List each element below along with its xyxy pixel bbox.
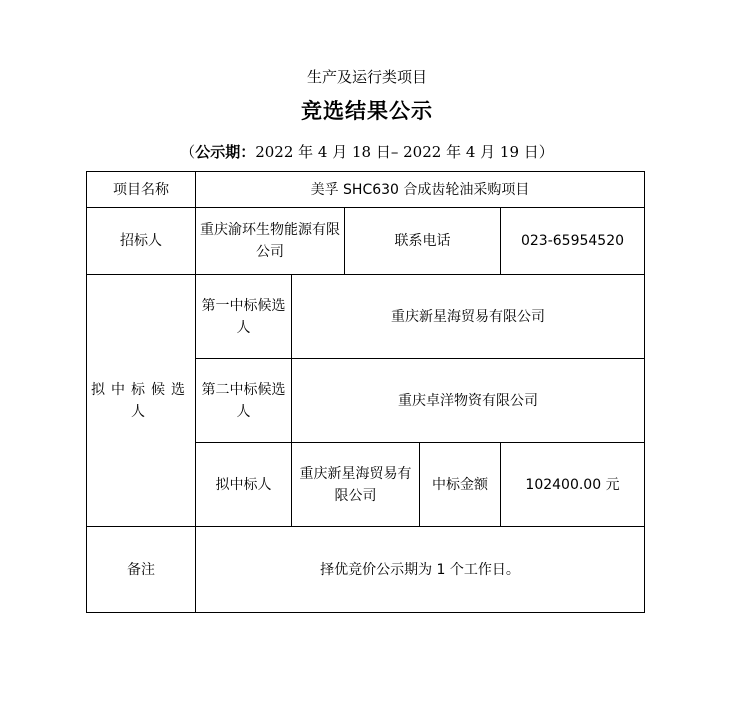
table-row	[87, 172, 645, 208]
result-table	[86, 171, 645, 613]
amount-value: 102400.00 元	[501, 443, 645, 527]
project-name-label: 项目名称	[87, 172, 196, 208]
tenderer-label: 招标人	[87, 208, 196, 275]
amount-label: 中标金额	[420, 443, 501, 527]
period-close-paren: ）	[538, 143, 554, 161]
publicity-period	[0, 141, 734, 162]
document-title: 竞选结果公示	[301, 98, 433, 123]
project-category: 生产及运行类项目	[306, 68, 427, 86]
table-row	[87, 208, 645, 275]
period-open-paren: （	[180, 143, 196, 161]
tenderer-value: 重庆渝环生物能源有限公司	[196, 208, 345, 275]
phone-value: 023-65954520	[501, 208, 645, 275]
remarks-value: 择优竞价公示期为 1 个工作日。	[196, 527, 645, 613]
period-end-date: 2022 年 4 月 19 日	[403, 143, 539, 161]
remarks-label: 备注	[87, 527, 196, 613]
second-candidate-value: 重庆卓洋物资有限公司	[292, 359, 645, 443]
candidates-label: 拟中标候选人	[87, 275, 196, 527]
winner-label: 拟中标人	[196, 443, 292, 527]
period-start-date: 2022 年 4 月 18 日	[255, 143, 391, 161]
period-label: 公示期：	[195, 143, 256, 161]
second-candidate-label: 第二中标候选人	[196, 359, 292, 443]
phone-label: 联系电话	[345, 208, 501, 275]
table-row	[87, 275, 645, 359]
table-row	[87, 527, 645, 613]
first-candidate-value: 重庆新星海贸易有限公司	[292, 275, 645, 359]
project-name-value: 美孚 SHC630 合成齿轮油采购项目	[196, 172, 645, 208]
winner-value: 重庆新星海贸易有限公司	[292, 443, 420, 527]
first-candidate-label: 第一中标候选人	[196, 275, 292, 359]
period-separator: –	[390, 143, 404, 161]
